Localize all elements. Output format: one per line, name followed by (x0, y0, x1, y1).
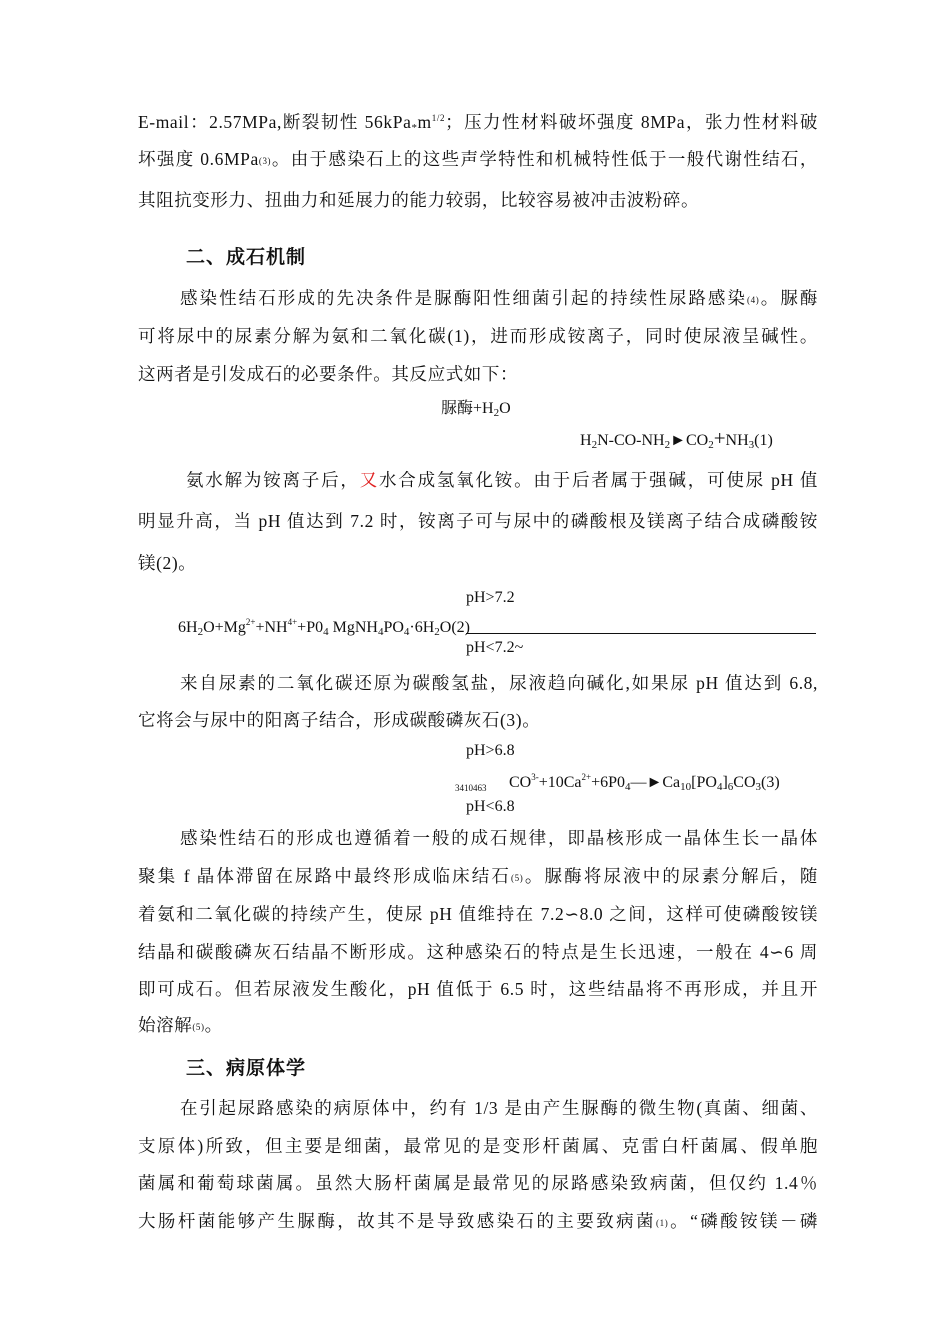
paragraph-4-line-3: 着氨和二氧化碳的持续产生，使尿 pH 值维持在 7.2∽8.0 之间，这样可使磷酸铵镁 (138, 904, 818, 924)
equation-1-catalyst (441, 399, 511, 423)
subscript: 2 (708, 439, 714, 451)
text: CO (509, 774, 532, 791)
text: +NH (255, 619, 288, 636)
text: 坏强度 0.6MPa (138, 149, 259, 169)
section-heading-3: 三、病原体学 (186, 1057, 307, 1079)
subscript: 2 (664, 439, 671, 451)
citation-ref: (5) (192, 1022, 205, 1032)
equation-3-charge-digits: 3410463 (455, 783, 487, 793)
paragraph-4-line-4: 结晶和碳酸磷灰石结晶不断形成。这种感染石的特点是生长迅速，一般在 4∽6 周 (138, 942, 818, 962)
section-2-line-3: 这两者是引发成石的必要条件。其反应式如下： (138, 364, 519, 384)
text: 。由于感染石上的这些声学特性和机械特性低于一般代谢性结石， (271, 149, 818, 169)
equation-2 (178, 612, 470, 642)
text: 。脲酶 (759, 288, 818, 308)
subscript: 2 (197, 626, 204, 638)
subscript: 3 (755, 781, 761, 793)
paragraph-0-line-1 (138, 106, 818, 140)
citation-ref: (5) (511, 873, 524, 883)
text: 6H (178, 619, 198, 636)
text: +6P0 (591, 774, 626, 791)
highlighted-char: 又 (359, 470, 379, 490)
equation-3-condition-below: pH<6.8 (466, 798, 515, 815)
text: 水合成氢氧化铵。由于后者属于强碱，可使尿 pH 值 (379, 470, 818, 490)
citation-ref: (4) (747, 295, 760, 305)
text: CO (685, 432, 709, 449)
text: ] (722, 774, 728, 791)
text: 聚集 f 晶体滞留在尿路中最终形成临床结石 (138, 866, 512, 886)
section-3-line-4 (138, 1209, 818, 1235)
paragraph-2-line-3: 镁(2)。 (138, 553, 197, 573)
text: 始溶解 (138, 1015, 193, 1035)
equation-number: O(2) (439, 619, 470, 636)
equation-3 (509, 767, 780, 797)
paragraph-4-line-5: 即可成石。但若尿液发生酸化，pH 值低于 6.5 时，这些结晶将不再形成，并且开 (138, 979, 818, 999)
subscript: 3 (748, 439, 755, 451)
subscript: 4 (625, 781, 631, 793)
text: +10Ca (538, 774, 582, 791)
paragraph-2-line-2: 明显升高，当 pH 值达到 7.2 时，铵离子可与尿中的磷酸根及镁离子结合成磷酸铵 (138, 511, 818, 531)
superscript: 2+ (581, 772, 592, 782)
text: 。“磷酸铵镁－磷 (668, 1211, 818, 1231)
subscript: 4 (377, 626, 384, 638)
text: NH (725, 432, 749, 449)
text: 脲酶+H (441, 400, 494, 417)
text: O+Mg (203, 619, 246, 636)
text: PO (383, 619, 404, 636)
subscript: 2 (591, 439, 598, 451)
citation-ref: (3) (258, 156, 272, 166)
paragraph-4-line-2 (138, 864, 818, 890)
section-3-line-1: 在引起尿路感染的病原体中，约有 1/3 是由产生脲酶的微生物(真菌、细菌、 (180, 1098, 818, 1118)
subscript: 10 (680, 781, 692, 793)
paragraph-4-line-1: 感染性结石的形成也遵循着一般的成石规律，即晶核形成一晶体生长一晶体 (180, 828, 818, 848)
text: O (499, 400, 511, 417)
citation-ref: (1) (656, 1218, 669, 1228)
equation-2-arrow-line (466, 633, 816, 634)
text: N-CO-NH (597, 432, 665, 449)
subscript: 4 (403, 626, 410, 638)
subscript: 4 (323, 626, 329, 638)
text: 。脲酶将尿液中的尿素分解后，随 (523, 866, 818, 886)
paragraph-3-line-2: 它将会与尿中的阳离子结合，形成碳酸磷灰石(3)。 (138, 710, 541, 730)
text: * (411, 122, 418, 134)
equation-3-condition-above: pH>6.8 (466, 742, 515, 759)
equation-2-condition-below: pH<7.2~ (466, 639, 524, 656)
paragraph-2-line-1 (186, 468, 818, 492)
paragraph-4-line-6 (138, 1013, 223, 1039)
subscript: 2 (434, 626, 440, 638)
subscript: 4 (716, 781, 723, 793)
text: MgNH (332, 619, 378, 636)
equation-number: (3) (761, 774, 780, 791)
section-3-line-2: 支原体)所致，但主要是细菌，最常见的是变形杆菌属、克雷白杆菌属、假单胞 (138, 1136, 818, 1156)
equation-2-condition-above: pH>7.2 (466, 589, 515, 606)
paragraph-3-line-1: 来自尿素的二氧化碳还原为碳酸氢盐，尿液趋向碱化,如果尿 pH 值达到 6.8, (180, 673, 818, 693)
equation-number: (1) (754, 432, 773, 449)
text: 氨水解为铵离子后， (186, 470, 360, 490)
section-2-line-1 (180, 286, 818, 312)
text: 。 (204, 1015, 223, 1035)
superscript: 3- (531, 772, 539, 782)
text: ；压力性材料破坏强度 8MPa，张力性材料破 (445, 112, 818, 132)
paragraph-0-line-2 (138, 147, 818, 173)
equation-1 (580, 428, 773, 455)
text: CO (733, 774, 756, 791)
arrow: —► (630, 774, 663, 791)
subscript: 2 (493, 407, 500, 419)
text: E-mail：2.57MPa,断裂韧性 56kPa (138, 112, 412, 132)
paragraph-0-line-3: 其阻抗变形力、扭曲力和延展力的能力较弱，比较容易被冲击波粉碎。 (138, 190, 700, 210)
text: m (417, 112, 432, 132)
text: ·6H (409, 619, 435, 636)
superscript: 1/2 (431, 113, 446, 123)
superscript: 2+ (245, 617, 256, 627)
superscript: 4+ (287, 617, 298, 627)
subscript: 6 (727, 781, 734, 793)
text: Ca (662, 774, 681, 791)
plus-sign: + (713, 426, 726, 450)
section-heading-2: 二、成石机制 (186, 246, 307, 268)
section-2-line-2: 可将尿中的尿素分解为氨和二氧化碳(1)，进而形成铵离子，同时使尿液呈碱性。 (138, 326, 818, 346)
text: [PO (691, 774, 717, 791)
text: H (580, 432, 592, 449)
text: +P0 (297, 619, 324, 636)
text: 大肠杆菌能够产生脲酶，故其不是导致感染石的主要致病菌 (138, 1211, 657, 1231)
text: 感染性结石形成的先决条件是脲酶阳性细菌引起的持续性尿路感染 (180, 288, 748, 308)
arrow: ► (670, 432, 686, 449)
section-3-line-3: 菌属和葡萄球菌属。虽然大肠杆菌属是最常见的尿路感染致病菌，但仅约 1.4％ (138, 1173, 818, 1193)
